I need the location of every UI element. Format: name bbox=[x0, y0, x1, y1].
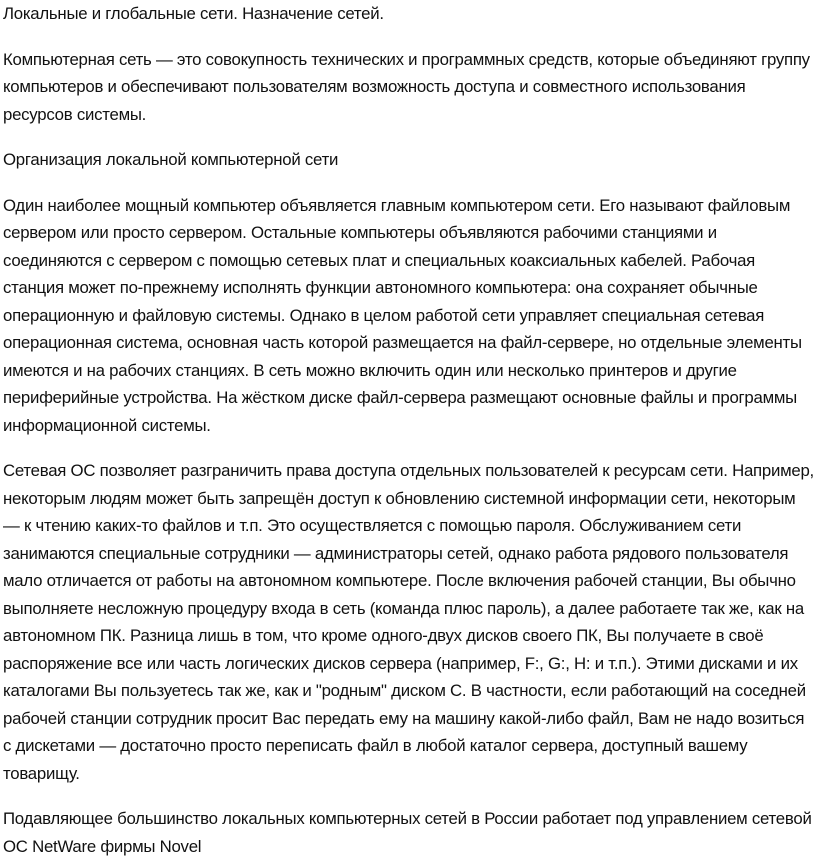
intro-paragraph: Компьютерная сеть — это совокупность технических и программных средств, которые объединяют группу компьютеров и обеспечивают пользователям возможность доступа и совместного использования ресурсов системы. bbox=[3, 49, 810, 124]
document-body bbox=[3, 0, 815, 860]
document-title: Локальные и глобальные сети. Назначение сетей. bbox=[3, 4, 384, 23]
paragraph-netware: Подавляющее большинство локальных компьютерных сетей в России работает под управлением сетевой ОС NetWare фирмы Novel bbox=[3, 809, 812, 856]
section-heading: Организация локальной компьютерной сети bbox=[3, 150, 339, 169]
paragraph-server: Один наиболее мощный компьютер объявляется главным компьютером сети. Его называют файловым сервером или просто сервером. Остальные компьютеры объявляются рабочими станциями и соединяются с сервером с помощью сетевых плат и специальных коаксиальных кабелей. Рабочая станция может по-прежнему исполнять функции автономного компьютера: она сохраняет обычные операционную и файловую системы. Однако в целом работой сети управляет специальная сетевая операционная система, основная часть которой размещается на файл-сервере, но отдельные элементы имеются и на рабочих станциях. В сеть можно включить один или несколько принтеров и другие периферийные устройства. На жёстком диске файл-сервера размещают основные файлы и программы информационной системы. bbox=[3, 195, 802, 435]
paragraph-network-os: Сетевая ОС позволяет разграничить права доступа отдельных пользователей к ресурсам сети. Например, некоторым людям может быть запрещён доступ к обновлению системной информации сети, некоторым — к чтению каких-то файлов и т.п. Это осуществляется с помощью пароля. Обслуживанием сети занимаются специальные сотрудники — администраторы сетей, однако работа рядового пользователя мало отличается от работы на автономном компьютере. После включения рабочей станции, Вы обычно выполняете несложную процедуру входа в сеть (команда плюс пароль), а далее работаете так же, как на автономном ПК. Разница лишь в том, что кроме одного-двух дисков своего ПК, Вы получаете в своё распоряжение все или часть логических дисков сервера (например, F:, G:, H: и т.п.). Этими дисками и их каталогами Вы пользуетесь так же, как и "родным" диском С. В частности, если работающий на соседней рабочей станции сотрудник просит Вас передать ему на машину какой-либо файл, Вам не надо возиться с дискетами — достаточно просто переписать файл в любой каталог сервера, доступный вашему товарищу. bbox=[3, 461, 814, 783]
